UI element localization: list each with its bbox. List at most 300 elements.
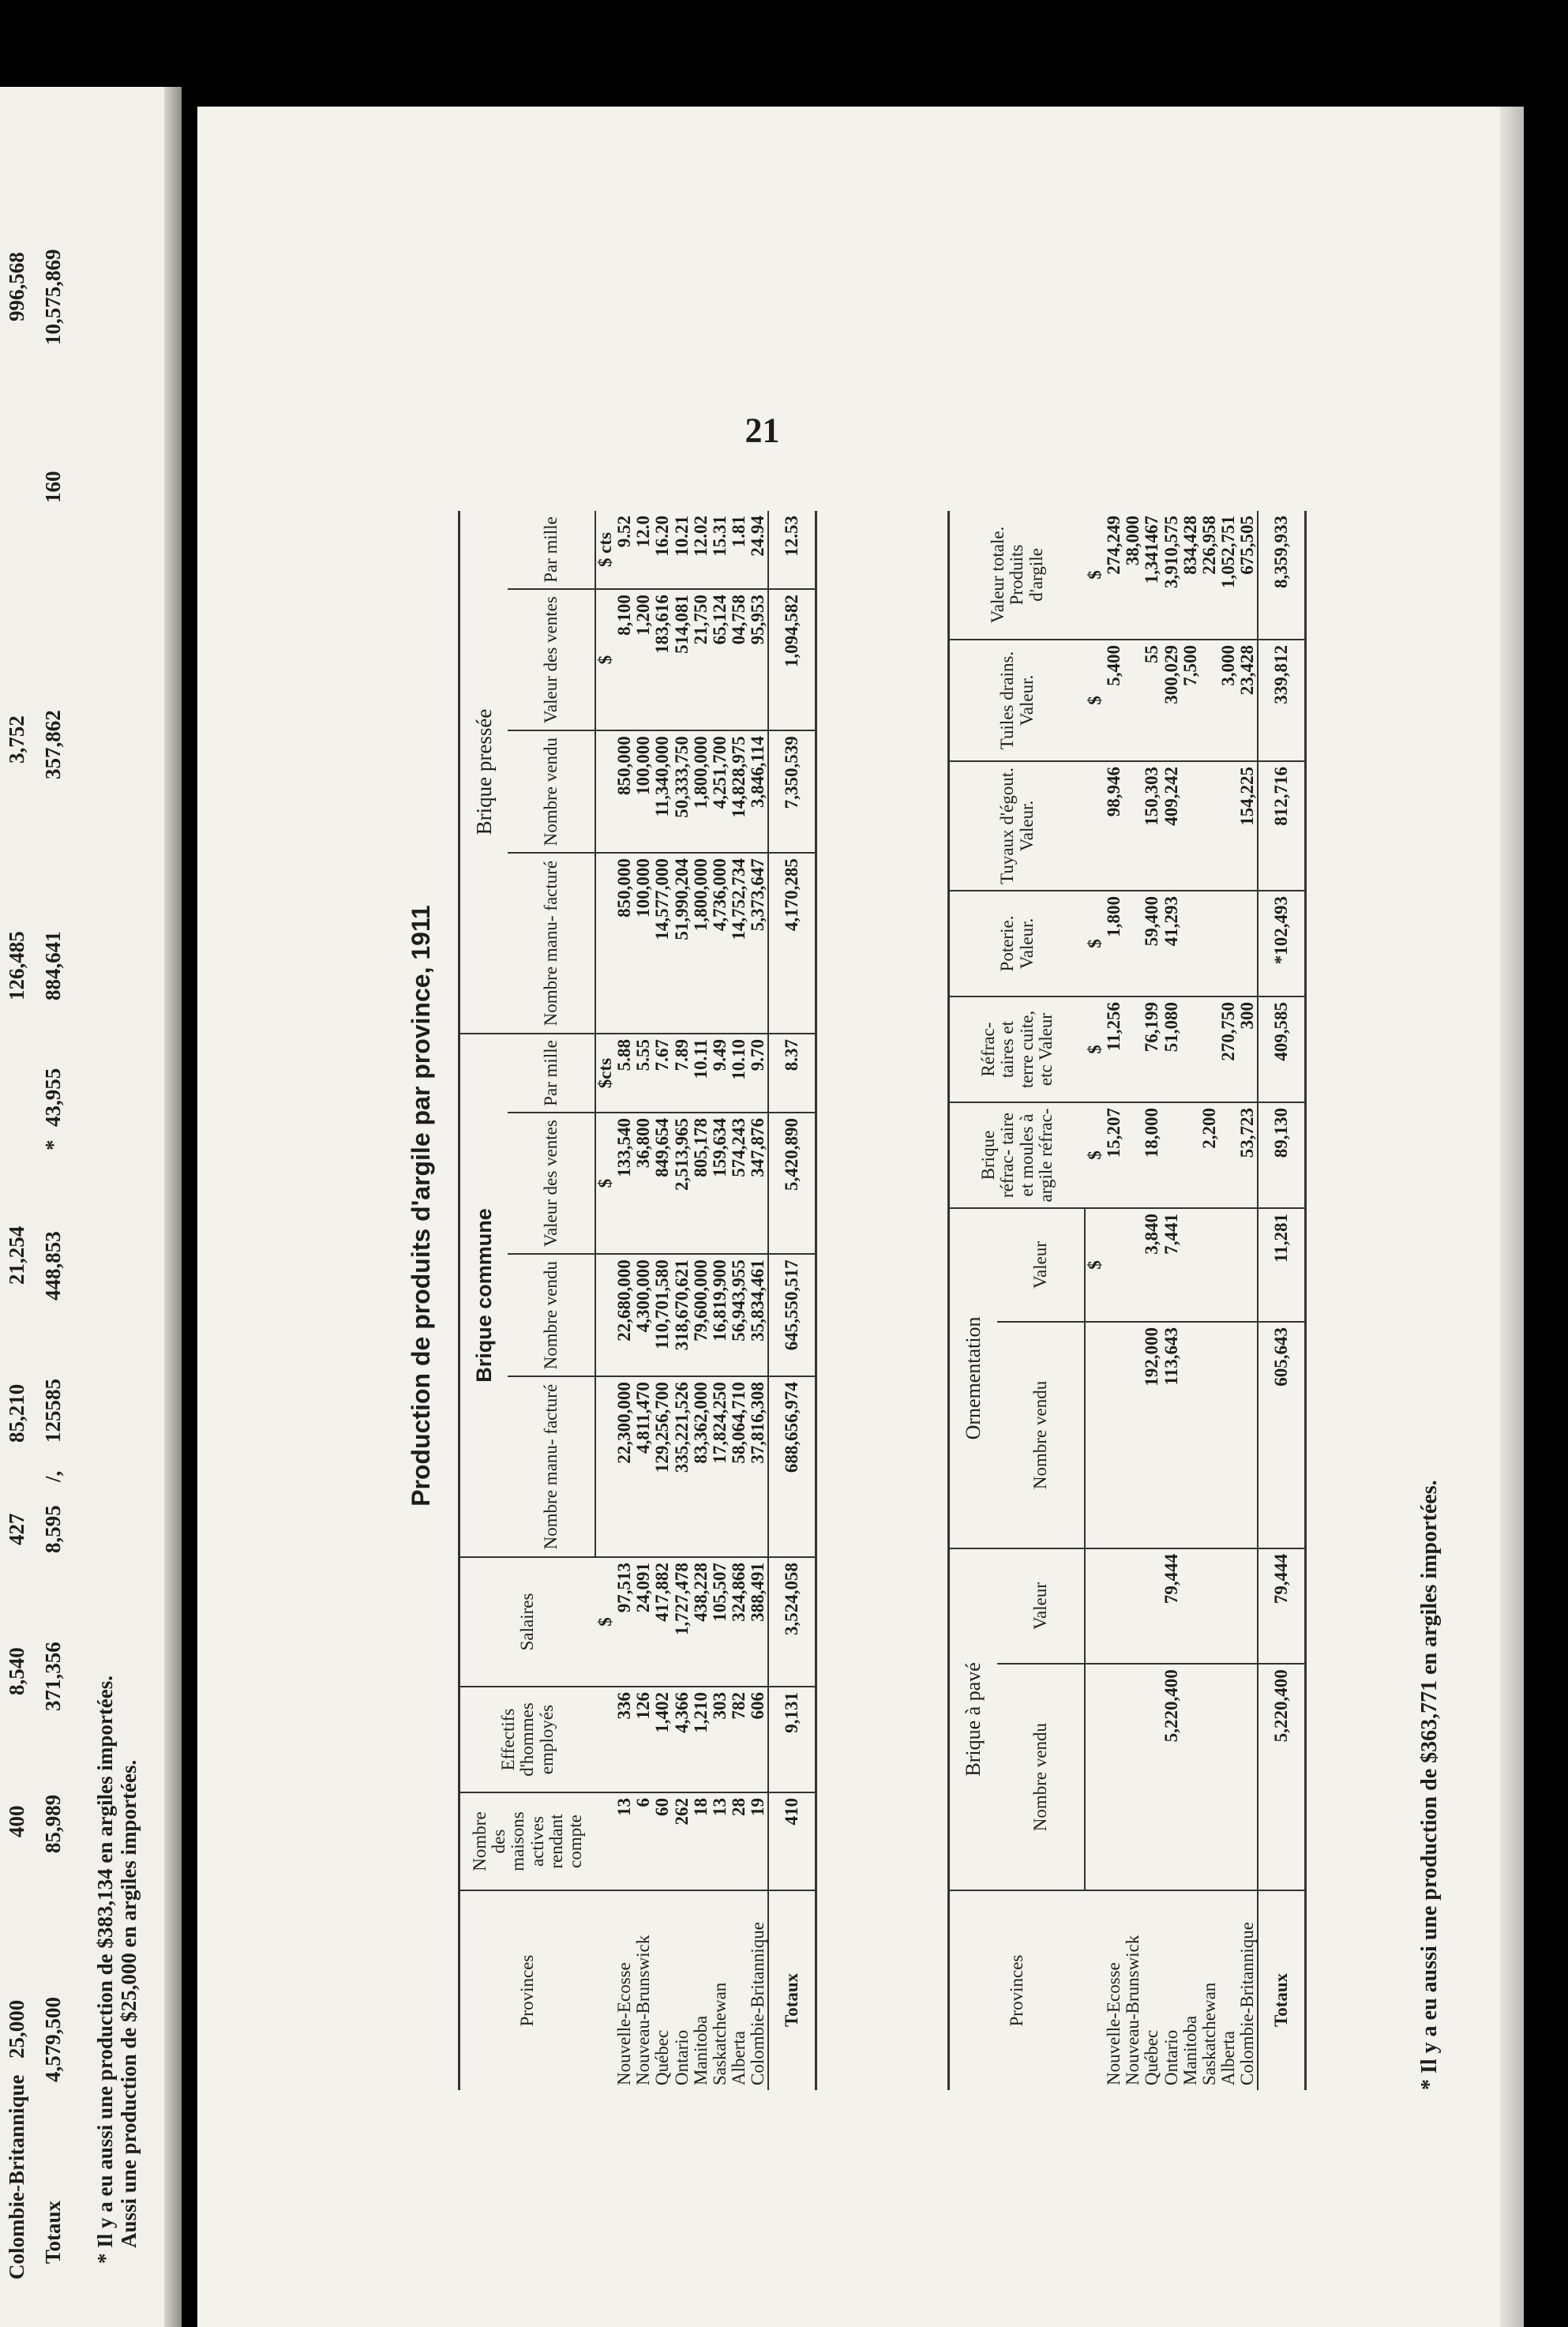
province-cell: Nouvelle-Ecosse xyxy=(614,1962,635,2085)
header-ornementation: Ornementation xyxy=(949,1208,998,1548)
value-cell-orn-n xyxy=(1123,1322,1142,1548)
unit-cell xyxy=(1085,1664,1105,1890)
unit-commune-valeur: $ xyxy=(595,1113,615,1254)
value-cell-poterie: 59,400 xyxy=(1142,891,1161,996)
value-cell-refr xyxy=(1123,1102,1142,1208)
value-cell-c-valeur: 133,540 xyxy=(615,1113,634,1254)
value-cell-refr: 18,000 xyxy=(1142,1102,1161,1208)
value-cell-p-valeur: 95,953 xyxy=(748,589,768,730)
value-cell-orn-n xyxy=(1105,1322,1123,1548)
prev-c1: 25,000 xyxy=(5,1999,28,2059)
table-row xyxy=(1105,511,1123,2090)
prev-c11: 10,575,869 xyxy=(41,249,65,345)
unit-poterie: $ xyxy=(1085,891,1105,996)
totals-label: Totaux xyxy=(1258,1890,1305,2090)
value-cell-c-vendu: 16,819,900 xyxy=(711,1254,730,1376)
header-orn-valeur: Valeur xyxy=(997,1208,1085,1322)
header-pave-nombre: Nombre vendu xyxy=(997,1664,1085,1890)
value-cell-maisons: 18 xyxy=(692,1792,711,1890)
table-row xyxy=(748,511,768,2090)
header-refractaire-cuite: Réfrac- taires et terre cuite, etc Valeur xyxy=(949,996,1086,1102)
value-cell-egout xyxy=(1123,761,1142,891)
value-cell-totale: 675,505 xyxy=(1238,511,1258,640)
value-cell-c-mille: 5.55 xyxy=(634,1034,653,1113)
unit-cell xyxy=(595,1890,615,2090)
value-cell-orn-n xyxy=(1219,1322,1238,1548)
value-cell-p-valeur: 1,200 xyxy=(634,589,653,730)
prev-footnote-text: * Il y a eu aussi une production de $383,134 en argiles importées. xyxy=(93,1675,117,2264)
value-cell-totale: 274,249 xyxy=(1105,511,1123,640)
prev-c2: 400 xyxy=(5,1805,28,1837)
table-row xyxy=(1200,511,1219,2090)
total-cell-egout: 812,716 xyxy=(1258,761,1305,891)
table-row xyxy=(1162,511,1181,2090)
value-cell-c-manu: 37,816,308 xyxy=(748,1376,768,1557)
value-cell-p-mille: 10.21 xyxy=(673,511,692,589)
prev-c9: 357,862 xyxy=(41,710,65,779)
value-cell-c-mille: 9.49 xyxy=(711,1034,730,1113)
value-cell-c-manu: 83,362,000 xyxy=(692,1376,711,1557)
value-cell-egout xyxy=(1219,761,1238,891)
table-row xyxy=(1238,511,1258,2090)
value-cell-effectifs: 126 xyxy=(634,1687,653,1792)
value-cell-orn-v xyxy=(1123,1208,1142,1322)
value-cell-p-vendu: 3,846,114 xyxy=(748,730,768,853)
total-cell-c-valeur: 5,420,890 xyxy=(768,1113,816,1254)
province-cell: Colombie-Britannique xyxy=(1237,1922,1258,2085)
total-cell-p-mille: 12.53 xyxy=(768,511,816,589)
total-cell-maisons: 410 xyxy=(768,1792,816,1890)
value-cell-poterie xyxy=(1200,891,1219,996)
value-cell-c-manu: 17,824,250 xyxy=(711,1376,730,1557)
unit-cell xyxy=(1085,1548,1105,1664)
unit-cell xyxy=(595,1376,615,1557)
value-cell-pave-v xyxy=(1219,1548,1238,1664)
value-cell-c-mille: 5.88 xyxy=(615,1034,634,1113)
totals-row xyxy=(768,511,816,2090)
value-cell-pave-v xyxy=(1142,1548,1161,1664)
table-title: Production de produits d'argile par province, 1911 xyxy=(407,905,435,1507)
province-cell: Colombie-Britannique xyxy=(748,1922,768,2085)
value-cell-pave-n xyxy=(1142,1664,1161,1890)
unit-cell xyxy=(595,1687,615,1792)
value-cell-c-valeur: 805,178 xyxy=(692,1113,711,1254)
value-cell-tuiles: 23,428 xyxy=(1238,640,1258,761)
value-cell-p-valeur: 8,100 xyxy=(615,589,634,730)
value-cell-egout: 409,242 xyxy=(1162,761,1181,891)
value-cell-salaires: 438,228 xyxy=(692,1557,711,1687)
value-cell-p-valeur: 65,124 xyxy=(711,589,730,730)
value-cell-c-mille: 7.67 xyxy=(653,1034,672,1113)
total-cell-c-manu: 688,656,974 xyxy=(768,1376,816,1557)
value-cell-p-vendu: 1,800,000 xyxy=(692,730,711,853)
province-cell: Saskatchewan xyxy=(709,1982,730,2085)
value-cell-p-valeur: 514,081 xyxy=(673,589,692,730)
value-cell-egout: 150,303 xyxy=(1142,761,1161,891)
value-cell-pave-v: 79,444 xyxy=(1162,1548,1181,1664)
value-cell-totale: 3,910,575 xyxy=(1162,511,1181,640)
value-cell-totale: 226,958 xyxy=(1200,511,1219,640)
value-cell-effectifs: 303 xyxy=(711,1687,730,1792)
value-cell-egout: 98,946 xyxy=(1105,761,1123,891)
value-cell-p-manu: 14,752,734 xyxy=(730,853,748,1034)
value-cell-pave-v xyxy=(1123,1548,1142,1664)
value-cell-totale: 38,000 xyxy=(1123,511,1142,640)
clay-products-table xyxy=(947,511,1307,2090)
value-cell-c-vendu: 22,680,000 xyxy=(615,1254,634,1376)
header-brique-commune: Brique commune xyxy=(460,1034,508,1557)
value-cell-tuiles: 5,400 xyxy=(1105,640,1123,761)
header-provinces: Provinces xyxy=(1007,1954,1027,2027)
value-cell-tuiles xyxy=(1200,640,1219,761)
value-cell-p-mille: 12.02 xyxy=(692,511,711,589)
value-cell-pave-v xyxy=(1181,1548,1200,1664)
totals-label: Totaux xyxy=(768,1890,816,2090)
total-cell-pave-n: 5,220,400 xyxy=(1258,1664,1305,1890)
value-cell-maisons: 262 xyxy=(673,1792,692,1890)
total-cell-totale: 8,359,933 xyxy=(1258,511,1305,640)
value-cell-c-vendu: 35,834,461 xyxy=(748,1254,768,1376)
value-cell-p-valeur: 04,758 xyxy=(730,589,748,730)
value-cell-tuiles: 55 xyxy=(1142,640,1161,761)
value-cell-pave-n: 5,220,400 xyxy=(1162,1664,1181,1890)
value-cell-pave-v xyxy=(1238,1548,1258,1664)
value-cell-c-manu: 335,221,526 xyxy=(673,1376,692,1557)
value-cell-cuite xyxy=(1181,996,1200,1102)
value-cell-poterie xyxy=(1123,891,1142,996)
header-commune-par-mille: Par mille xyxy=(508,1034,595,1113)
value-cell-pave-n xyxy=(1219,1664,1238,1890)
value-cell-c-vendu: 4,300,000 xyxy=(634,1254,653,1376)
header-pressee-par-mille: Par mille xyxy=(508,511,595,589)
value-cell-salaires: 24,091 xyxy=(634,1557,653,1687)
value-cell-c-valeur: 2,513,965 xyxy=(673,1113,692,1254)
value-cell-p-mille: 12.0 xyxy=(634,511,653,589)
value-cell-totale: 1,341467 xyxy=(1142,511,1161,640)
value-cell-effectifs: 606 xyxy=(748,1687,768,1792)
value-cell-salaires: 388,491 xyxy=(748,1557,768,1687)
value-cell-poterie xyxy=(1238,891,1258,996)
header-pressee-vendu: Nombre vendu xyxy=(508,730,595,853)
total-cell-pave-v: 79,444 xyxy=(1258,1548,1305,1664)
table-row xyxy=(692,511,711,2090)
table-row xyxy=(1181,511,1200,2090)
unit-cuite: $ xyxy=(1085,996,1105,1102)
value-cell-orn-v: 3,840 xyxy=(1142,1208,1161,1322)
header-salaires: Salaires xyxy=(460,1557,596,1687)
province-cell: Ontario xyxy=(1161,2029,1181,2085)
value-cell-cuite: 76,199 xyxy=(1142,996,1161,1102)
value-cell-orn-v xyxy=(1181,1208,1200,1322)
clay-table-body xyxy=(1085,511,1305,2090)
table-row xyxy=(711,511,730,2090)
province-cell: Québec xyxy=(652,2029,673,2085)
value-cell-p-mille: 9.52 xyxy=(615,511,634,589)
value-cell-refr xyxy=(1181,1102,1200,1208)
value-cell-pave-v xyxy=(1200,1548,1219,1664)
value-cell-c-mille: 10.10 xyxy=(730,1034,748,1113)
prev-c11: 996,568 xyxy=(5,252,28,321)
header-brique-pressee: Brique pressée xyxy=(460,511,508,1034)
province-cell: Québec xyxy=(1142,2029,1162,2085)
prev-c4: 8,595 xyxy=(41,1505,65,1553)
value-cell-poterie xyxy=(1181,891,1200,996)
value-cell-orn-v xyxy=(1238,1208,1258,1322)
table-row xyxy=(615,511,634,2090)
province-cell: Nouveau-Brunswick xyxy=(633,1935,654,2085)
prev-c4: 427 xyxy=(5,1513,28,1545)
value-cell-poterie xyxy=(1219,891,1238,996)
value-cell-p-mille: 24.94 xyxy=(748,511,768,589)
value-cell-pave-n xyxy=(1181,1664,1200,1890)
value-cell-p-mille: 15.31 xyxy=(711,511,730,589)
brick-production-table xyxy=(458,511,817,2090)
value-cell-tuiles: 300,029 xyxy=(1162,640,1181,761)
unit-cell xyxy=(595,1792,615,1890)
province-cell: Nouveau-Brunswick xyxy=(1123,1935,1143,2085)
value-cell-p-manu: 5,373,647 xyxy=(748,853,768,1034)
previous-page xyxy=(0,87,182,2327)
table-row xyxy=(634,511,653,2090)
prev-c6: 21,254 xyxy=(5,1225,28,1285)
value-cell-cuite: 11,256 xyxy=(1105,996,1123,1102)
total-cell-c-mille: 8.37 xyxy=(768,1034,816,1113)
unit-cell xyxy=(595,853,615,1034)
prev-c6: 448,853 xyxy=(41,1231,65,1300)
value-cell-maisons: 6 xyxy=(634,1792,653,1890)
value-cell-effectifs: 1,210 xyxy=(692,1687,711,1792)
total-cell-orn-n: 605,643 xyxy=(1258,1322,1305,1548)
value-cell-pave-v xyxy=(1105,1548,1123,1664)
value-cell-pave-n xyxy=(1105,1664,1123,1890)
prev-province: Colombie-Britannique xyxy=(5,2074,28,2280)
unit-row xyxy=(1085,511,1105,2090)
value-cell-refr: 15,207 xyxy=(1105,1102,1123,1208)
value-cell-orn-n: 113,643 xyxy=(1162,1322,1181,1548)
value-cell-orn-n xyxy=(1238,1322,1258,1548)
header-refractaire: Brique réfrac- taire et moules à argile réfrac- xyxy=(949,1102,1086,1208)
unit-orn-valeur: $ xyxy=(1085,1208,1105,1322)
totals-row xyxy=(1258,511,1305,2090)
value-cell-effectifs: 782 xyxy=(730,1687,748,1792)
value-cell-c-valeur: 159,634 xyxy=(711,1113,730,1254)
prev-c8: 126,485 xyxy=(5,931,28,1000)
value-cell-tuiles: 3,000 xyxy=(1219,640,1238,761)
prev-c1: 4,579,500 xyxy=(41,1997,65,2082)
unit-tuiles: $ xyxy=(1085,640,1105,761)
total-cell-refr: 89,130 xyxy=(1258,1102,1305,1208)
value-cell-salaires: 1,727,478 xyxy=(673,1557,692,1687)
value-cell-p-manu: 850,000 xyxy=(615,853,634,1034)
prev-c7: 43,955 xyxy=(41,1068,65,1127)
header-tuiles-drains: Tuiles drains. Valeur. xyxy=(949,640,1086,761)
header-effectifs: Effectifs d'hommes employés xyxy=(460,1687,596,1792)
prev-c5: 85,210 xyxy=(5,1383,28,1443)
unit-totale: $ xyxy=(1085,511,1105,640)
unit-cell xyxy=(595,730,615,853)
province-cell: Manitoba xyxy=(1180,2015,1200,2085)
province-cell: Alberta xyxy=(728,2031,748,2085)
prev-star: * xyxy=(41,1139,65,1150)
value-cell-refr: 2,200 xyxy=(1200,1102,1219,1208)
header-orn-nombre: Nombre vendu xyxy=(997,1322,1085,1548)
header-commune-vendu: Nombre vendu xyxy=(508,1254,595,1376)
unit-refractaire: $ xyxy=(1085,1102,1105,1208)
total-cell-p-manu: 4,170,285 xyxy=(768,853,816,1034)
value-cell-c-vendu: 79,600,000 xyxy=(692,1254,711,1376)
value-cell-orn-v xyxy=(1105,1208,1123,1322)
value-cell-salaires: 97,513 xyxy=(615,1557,634,1687)
value-cell-poterie: 1,800 xyxy=(1105,891,1123,996)
province-cell: Alberta xyxy=(1217,2031,1238,2085)
unit-cell xyxy=(1085,1890,1105,2090)
value-cell-egout: 154,225 xyxy=(1238,761,1258,891)
value-cell-c-manu: 58,064,710 xyxy=(730,1376,748,1557)
value-cell-c-manu: 129,256,700 xyxy=(653,1376,672,1557)
page-gutter xyxy=(164,87,182,2327)
value-cell-totale: 1,052,751 xyxy=(1219,511,1238,640)
prev-footnote-text: Aussi une production de $25,000 en argiles importées. xyxy=(117,1759,141,2248)
prev-c2: 85,989 xyxy=(41,1794,65,1853)
province-cell: Ontario xyxy=(671,2029,692,2085)
total-cell-salaires: 3,524,058 xyxy=(768,1557,816,1687)
table-row xyxy=(1142,511,1161,2090)
value-cell-c-mille: 9.70 xyxy=(748,1034,768,1113)
header-commune-valeur: Valeur des ventes xyxy=(508,1113,595,1254)
table-row xyxy=(1123,511,1142,2090)
value-cell-p-manu: 51,990,204 xyxy=(673,853,692,1034)
value-cell-orn-v: 7,441 xyxy=(1162,1208,1181,1322)
total-cell-p-vendu: 7,350,539 xyxy=(768,730,816,853)
total-cell-p-valeur: 1,094,582 xyxy=(768,589,816,730)
value-cell-p-manu: 4,736,000 xyxy=(711,853,730,1034)
value-cell-salaires: 105,507 xyxy=(711,1557,730,1687)
header-valeur-totale: Valeur totale. Produits d'argile xyxy=(949,511,1086,640)
value-cell-p-vendu: 850,000 xyxy=(615,730,634,853)
value-cell-refr: 53,723 xyxy=(1238,1102,1258,1208)
value-cell-p-vendu: 4,251,700 xyxy=(711,730,730,853)
value-cell-maisons: 13 xyxy=(711,1792,730,1890)
header-brique-pave: Brique à pavé xyxy=(949,1548,998,1890)
document-page xyxy=(197,107,1524,2327)
unit-pressee-valeur: $ xyxy=(595,589,615,730)
rotated-page-content xyxy=(197,107,1524,2327)
prev-c8: 884,641 xyxy=(41,931,65,1000)
province-cell: Nouvelle-Ecosse xyxy=(1104,1962,1124,2085)
page-edge xyxy=(1500,107,1524,2327)
total-cell-cuite: 409,585 xyxy=(1258,996,1305,1102)
value-cell-cuite: 51,080 xyxy=(1162,996,1181,1102)
page-footnote: * Il y a eu aussi une production de $363,771 en argiles importées. xyxy=(1417,1480,1442,2090)
previous-page-rotated-content xyxy=(0,87,182,2327)
prev-c3: 8,540 xyxy=(5,1647,28,1695)
value-cell-maisons: 13 xyxy=(615,1792,634,1890)
value-cell-pave-n xyxy=(1200,1664,1219,1890)
header-pave-valeur: Valeur xyxy=(997,1548,1085,1664)
value-cell-orn-v xyxy=(1219,1208,1238,1322)
value-cell-egout xyxy=(1181,761,1200,891)
value-cell-tuiles: 7,500 xyxy=(1181,640,1200,761)
prev-c9: 3,752 xyxy=(5,715,28,764)
province-cell: Manitoba xyxy=(690,2015,711,2085)
value-cell-p-mille: 1.81 xyxy=(730,511,748,589)
header-commune-manufacture: Nombre manu- facturé xyxy=(508,1376,595,1557)
value-cell-tuiles xyxy=(1123,640,1142,761)
value-cell-salaires: 324,868 xyxy=(730,1557,748,1687)
value-cell-c-valeur: 347,876 xyxy=(748,1113,768,1254)
value-cell-p-mille: 16.20 xyxy=(653,511,672,589)
value-cell-c-valeur: 36,800 xyxy=(634,1113,653,1254)
unit-cell xyxy=(1085,761,1105,891)
value-cell-c-mille: 7.89 xyxy=(673,1034,692,1113)
value-cell-effectifs: 4,366 xyxy=(673,1687,692,1792)
value-cell-p-manu: 1,800,000 xyxy=(692,853,711,1034)
value-cell-cuite xyxy=(1123,996,1142,1102)
table-row xyxy=(1219,511,1238,2090)
value-cell-maisons: 19 xyxy=(748,1792,768,1890)
province-cell: Saskatchewan xyxy=(1199,1982,1219,2085)
value-cell-orn-n xyxy=(1200,1322,1219,1548)
value-cell-orn-n: 192,000 xyxy=(1142,1322,1161,1548)
unit-row xyxy=(595,511,615,2090)
value-cell-p-manu: 100,000 xyxy=(634,853,653,1034)
value-cell-c-manu: 22,300,000 xyxy=(615,1376,634,1557)
unit-commune-par-mille: $cts xyxy=(595,1034,615,1113)
table-row xyxy=(653,511,672,2090)
value-cell-refr xyxy=(1219,1102,1238,1208)
value-cell-p-vendu: 50,333,750 xyxy=(673,730,692,853)
value-cell-maisons: 60 xyxy=(653,1792,672,1890)
value-cell-salaires: 417,882 xyxy=(653,1557,672,1687)
table-row xyxy=(673,511,692,2090)
unit-cell xyxy=(1085,1322,1105,1548)
header-maisons: Nombre des maisons actives rendant compte xyxy=(460,1792,596,1890)
value-cell-pave-n xyxy=(1238,1664,1258,1890)
value-cell-p-manu: 14,577,000 xyxy=(653,853,672,1034)
value-cell-pave-n xyxy=(1123,1664,1142,1890)
brick-table-body xyxy=(595,511,816,2090)
value-cell-p-vendu: 14,828,975 xyxy=(730,730,748,853)
value-cell-p-valeur: 21,750 xyxy=(692,589,711,730)
table-row xyxy=(730,511,748,2090)
unit-salaires: $ xyxy=(595,1557,615,1687)
value-cell-p-vendu: 11,340,000 xyxy=(653,730,672,853)
value-cell-poterie: 41,293 xyxy=(1162,891,1181,996)
value-cell-cuite: 270,750 xyxy=(1219,996,1238,1102)
total-cell-c-vendu: 645,550,517 xyxy=(768,1254,816,1376)
header-tuyaux-egout: Tuyaux d'égout. Valeur. xyxy=(949,761,1086,891)
total-cell-tuiles: 339,812 xyxy=(1258,640,1305,761)
page-number: 21 xyxy=(745,411,780,450)
value-cell-effectifs: 1,402 xyxy=(653,1687,672,1792)
prev-c3: 371,356 xyxy=(41,1642,65,1711)
header-pressee-valeur: Valeur des ventes xyxy=(508,589,595,730)
value-cell-refr xyxy=(1162,1102,1181,1208)
header-provinces: Provinces xyxy=(517,1954,538,2027)
value-cell-egout xyxy=(1200,761,1219,891)
prev-slash: /, xyxy=(41,1470,65,1482)
prev-province: Totaux xyxy=(41,2200,65,2264)
value-cell-p-vendu: 100,000 xyxy=(634,730,653,853)
value-cell-totale: 834,428 xyxy=(1181,511,1200,640)
prev-c5: 125585 xyxy=(41,1379,65,1443)
unit-pressee-par-mille: $ cts xyxy=(595,511,615,589)
value-cell-cuite: 300 xyxy=(1238,996,1258,1102)
value-cell-p-valeur: 183,616 xyxy=(653,589,672,730)
value-cell-effectifs: 336 xyxy=(615,1687,634,1792)
header-poterie: Poterie. Valeur. xyxy=(949,891,1086,996)
value-cell-c-manu: 4,811,470 xyxy=(634,1376,653,1557)
